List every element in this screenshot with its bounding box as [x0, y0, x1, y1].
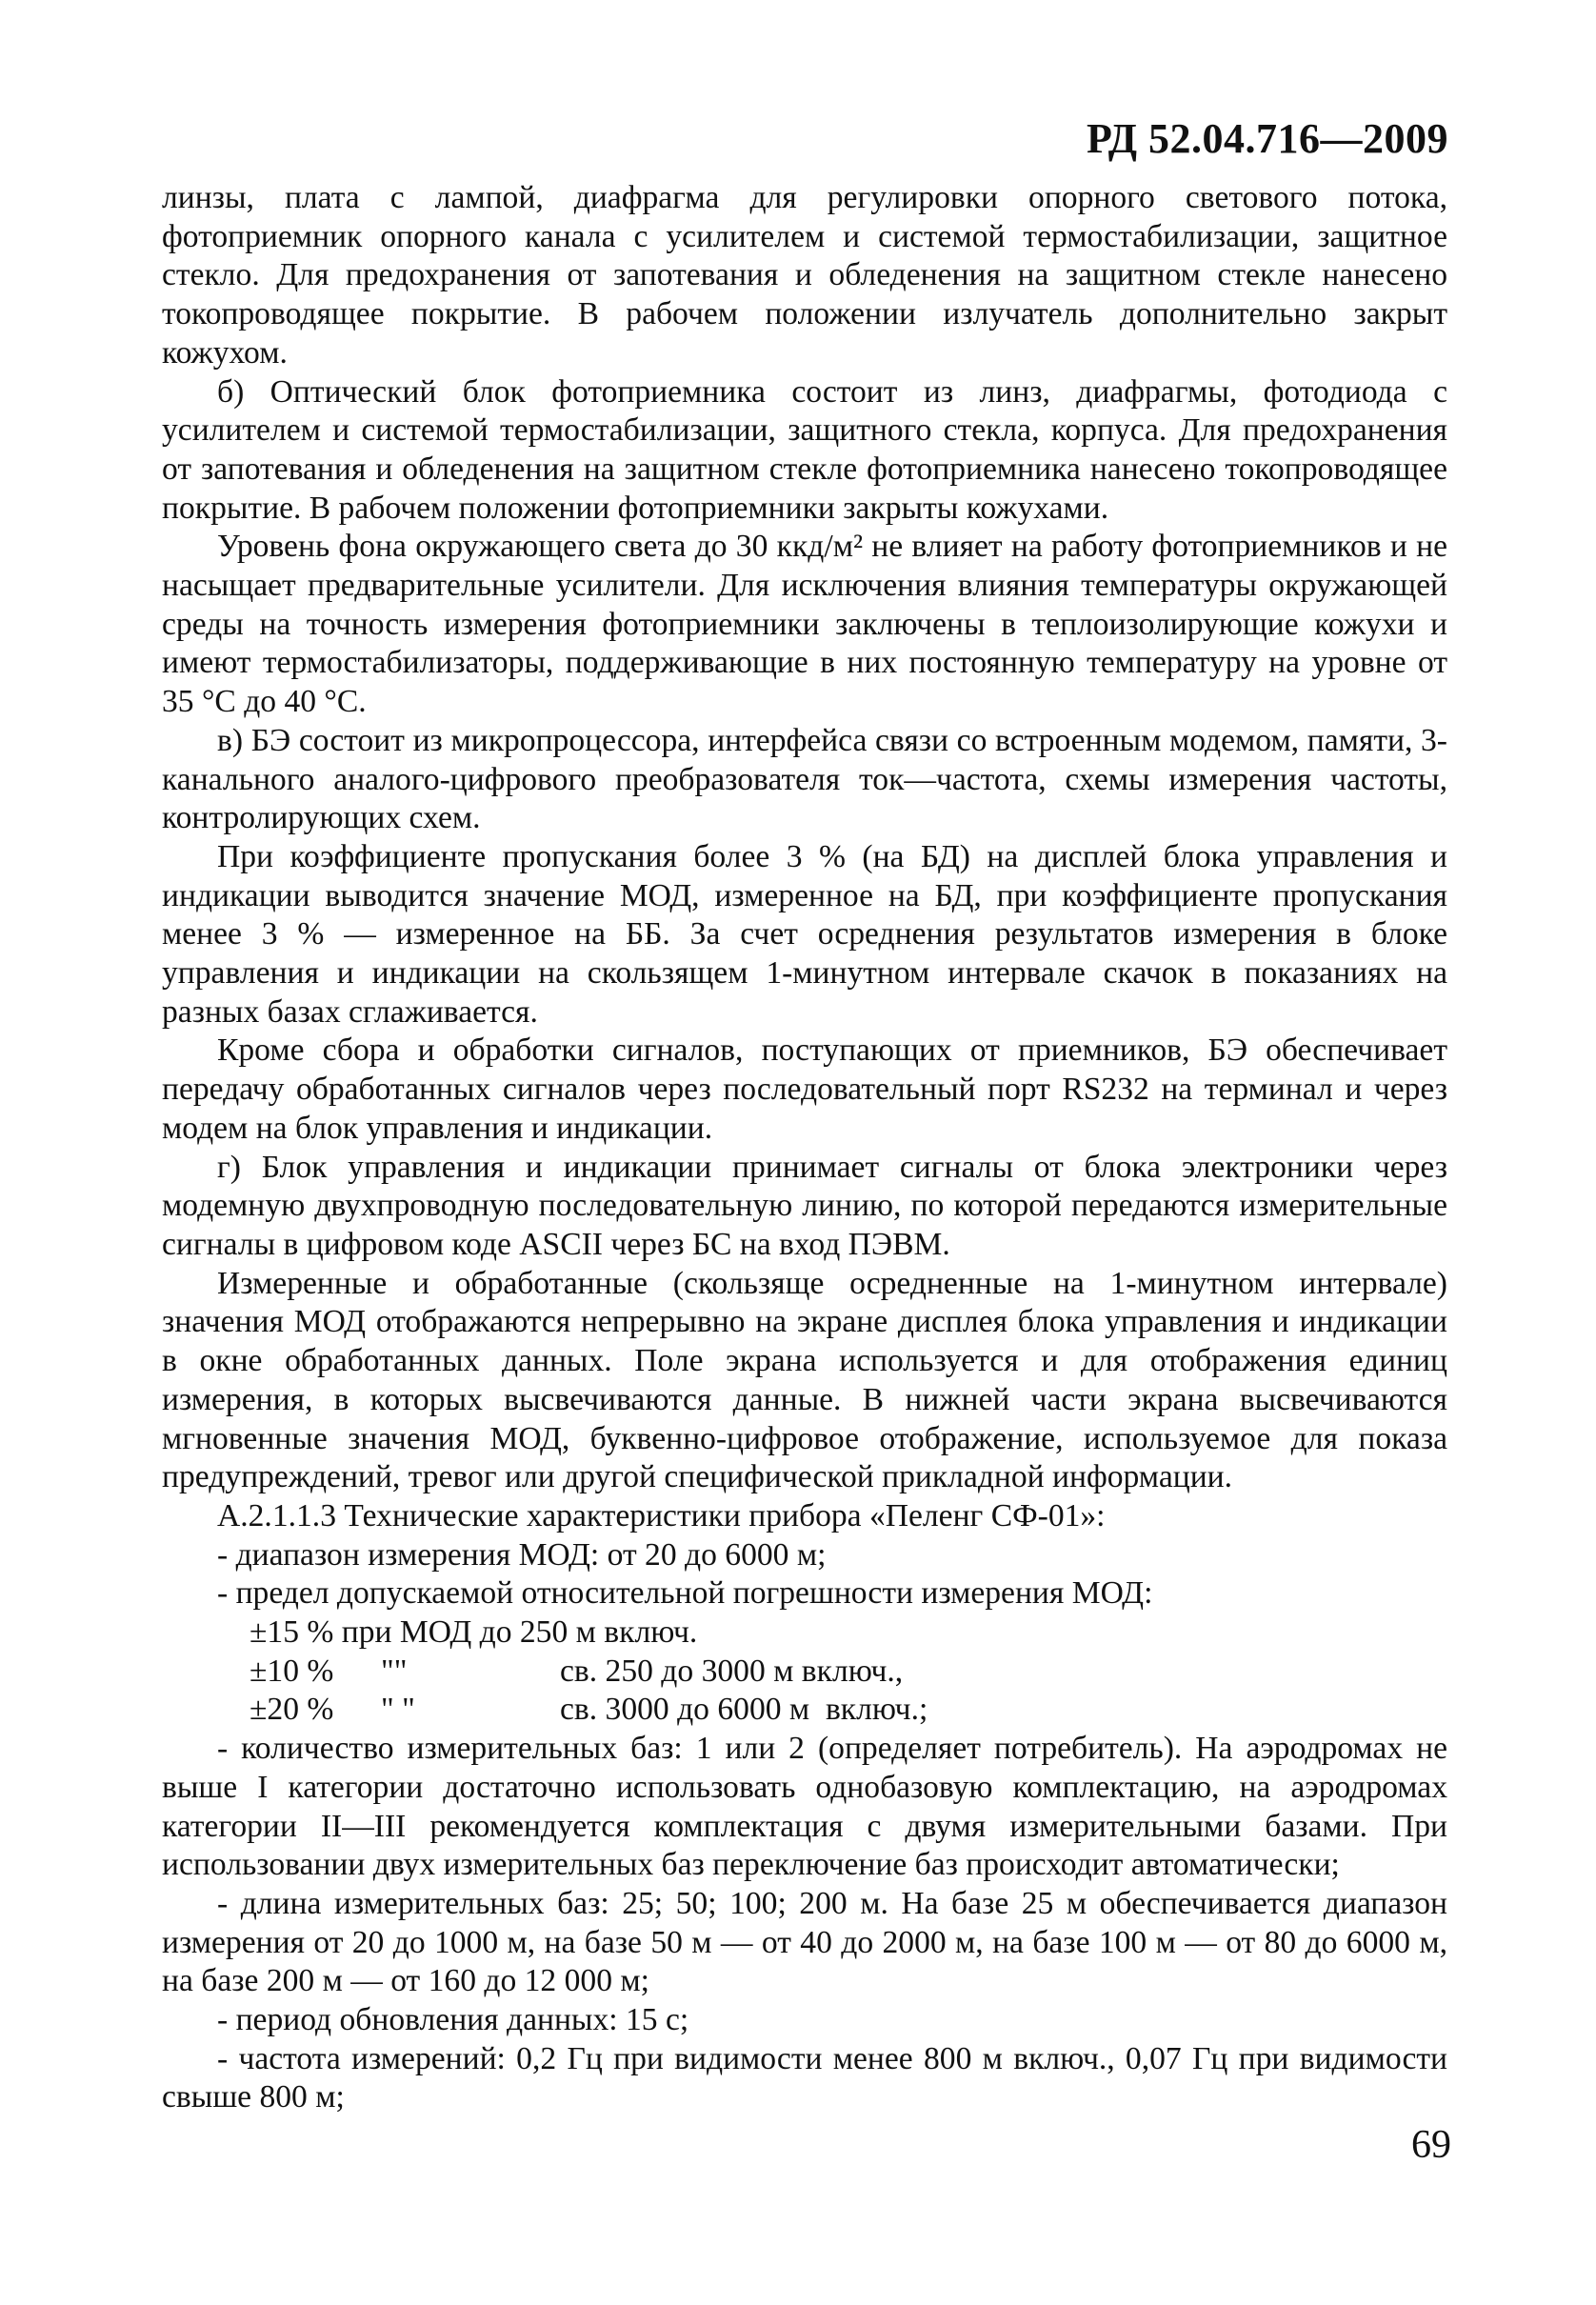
paragraph: в) БЭ состоит из микропроцессора, интерфейса связи со встроенным модемом, памяти, 3-канального аналого-цифрового преобразователя ток—частота, схемы измерения частоты, контролирующих схем.: [162, 722, 1447, 836]
body-text: [162, 179, 1447, 2117]
paragraph: Кроме сбора и обработки сигналов, поступающих от приемников, БЭ обеспечивает передачу обработанных сигналов через последовательный порт RS232 на терминал и через модем на блок управления и индикации.: [162, 1032, 1447, 1146]
list-item: - длина измерительных баз: 25; 50; 100; 200 м. На базе 25 м обеспечивается диапазон измерения от 20 до 1000 м, на базе 50 м — от 40 до 2000 м, на базе 100 м — от 80 до 6000 м, на базе 200 м — от 160 до 12 000 м;: [162, 1885, 1447, 1999]
paragraph: линзы, плата с лампой, диафрагма для регулировки опорного светового потока, фотоприемник опорного канала с усилителем и системой термостабилизации, защитное стекло. Для предохранения от запотевания и обледенения на защитном стекле нанесено токопроводящее покрытие. В рабочем положении излучатель дополнительно закрыт кожухом.: [162, 180, 1447, 371]
paragraph: Измеренные и обработанные (скользяще осредненные на 1-минутном интервале) значения МОД отображаются непрерывно на экране дисплея блока управления и индикации в окне обработанных данных. Поле экрана используется и для отображения единиц измерения, в которых высвечиваются данные. В нижней части экрана высвечиваются мгновенные значения МОД, буквенно-цифровое отображение, используемое для показа предупреждений, тревог или другой специфической прикладной информации.: [162, 1265, 1447, 1495]
paragraph: г) Блок управления и индикации принимает сигналы от блока электроники через модемную двухпроводную последовательную линию, по которой передаются измерительные сигналы в цифровом коде ASCII через БС на вход ПЭВМ.: [162, 1149, 1447, 1262]
tolerance-row: [249, 1653, 1447, 1692]
ditto-mark: " ": [381, 1692, 415, 1728]
paragraph: При коэффициенте пропускания более 3 % (на БД) на дисплей блока управления и индикации выводится значение МОД, измеренное на БД, при коэффициенте пропускания менее 3 % — измеренное на ББ. За счет осреднения результатов измерения в блоке управления и индикации на скользящем 1-минутном интервале скачок в показаниях на разных базах сглаживается.: [162, 838, 1447, 1030]
tolerance-range: св. 3000 до 6000 м включ.;: [560, 1692, 928, 1728]
tolerance-row: [249, 1691, 1447, 1730]
list-item: - частота измерений: 0,2 Гц при видимости менее 800 м включ., 0,07 Гц при видимости свыше 800 м;: [162, 2040, 1447, 2115]
page-number: 69: [1411, 2123, 1451, 2167]
tolerance-value: ±20 %: [249, 1692, 334, 1728]
list-item: - период обновления данных: 15 с;: [217, 2002, 689, 2038]
tolerance-row: [249, 1614, 1447, 1653]
document-code-header: РД 52.04.716—2009: [1087, 115, 1448, 162]
list-item: - количество измерительных баз: 1 или 2 (определяет потребитель). На аэродромах не выше I категории достаточно использовать однобазовую комплектацию, на аэродромах категории II—III рекомендуется комплектация с двумя измерительными базами. При использовании двух измерительных баз переключение баз происходит автоматически;: [162, 1731, 1447, 1883]
paragraph: б) Оптический блок фотоприемника состоит из линз, диафрагмы, фотодиода с усилителем и системой термостабилизации, защитного стекла, корпуса. Для предохранения от запотевания и обледенения на защитном стекле фотоприемника нанесено токопроводящее покрытие. В рабочем положении фотоприемники закрыты кожухами.: [162, 373, 1447, 526]
list-item: - диапазон измерения МОД: от 20 до 6000 м;: [217, 1536, 827, 1573]
tolerance-list: [162, 1614, 1447, 1730]
section-heading: А.2.1.1.3 Технические характеристики прибора «Пеленг СФ-01»:: [217, 1497, 1106, 1533]
list-item: - предел допускаемой относительной погрешности измерения МОД:: [217, 1575, 1153, 1612]
tolerance-range: св. 250 до 3000 м включ.,: [560, 1653, 904, 1689]
tolerance-value: ±15 % при МОД до 250 м включ.: [249, 1614, 698, 1651]
tolerance-value: ±10 %: [249, 1653, 334, 1689]
ditto-mark: "": [381, 1653, 408, 1689]
paragraph: Уровень фона окружающего света до 30 ккд/м² не влияет на работу фотоприемников и не насыщает предварительные усилители. Для исключения влияния температуры окружающей среды на точность измерения фотоприемники заключены в теплоизолирующие кожухи и имеют термостабилизаторы, поддерживающие в них постоянную температуру на уровне от 35 °C до 40 °C.: [162, 529, 1447, 720]
